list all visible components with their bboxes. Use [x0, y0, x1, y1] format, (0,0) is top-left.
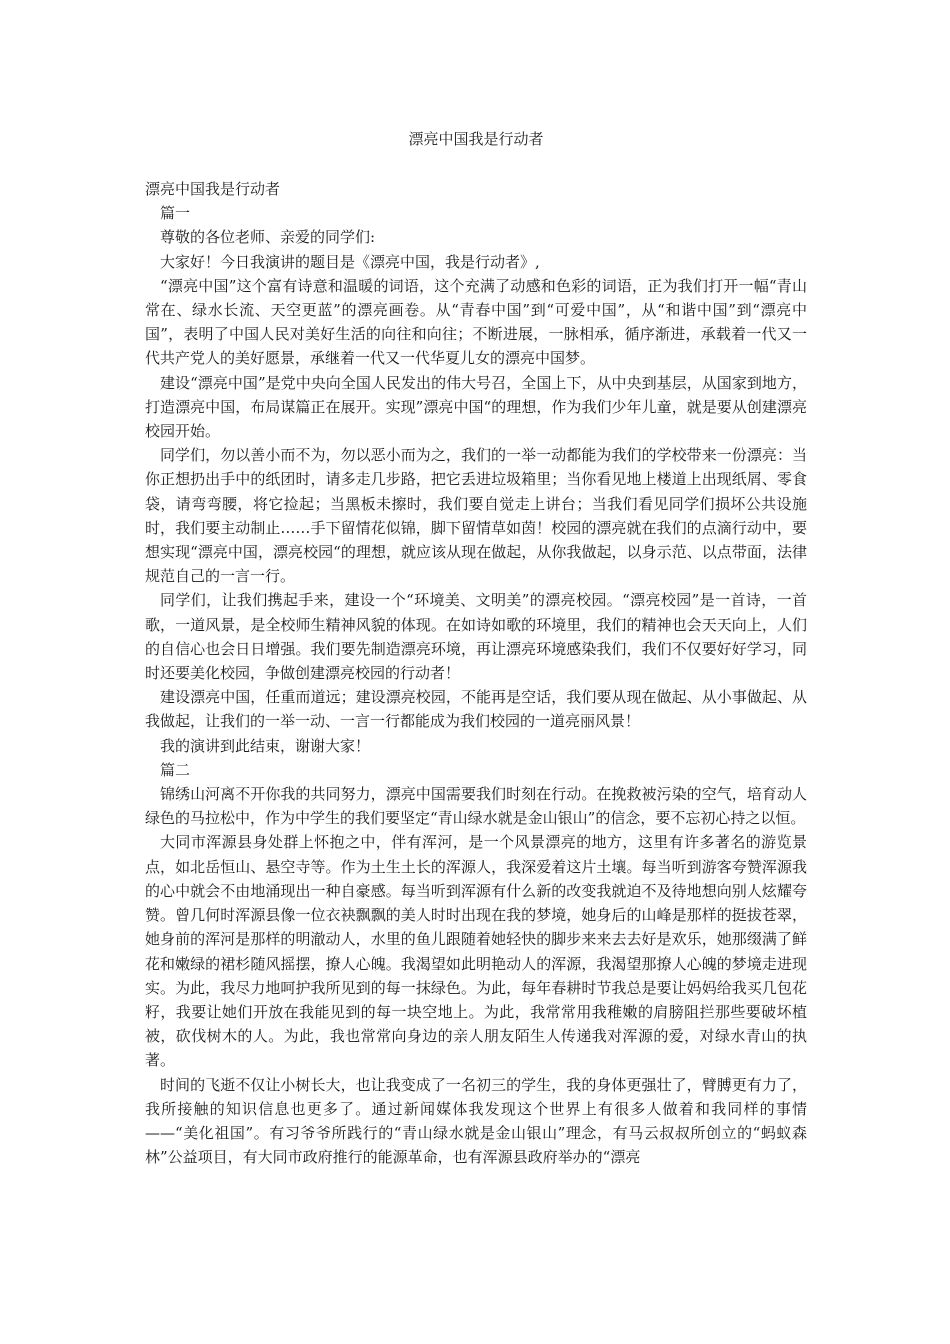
paragraph: “漂亮中国”这个富有诗意和温暖的词语，这个充满了动感和色彩的词语，正为我们打开一幅“青山常在、绿水长流、天空更蓝”的漂亮画卷。从“青春中国”到“可爱中国”，从“和谐中国”到“漂亮中国”，表明了中国人民对美好生活的向往和向往；不断进展，一脉相承，循序渐进，承载着一代又一代共产党人的美好愿景，承继着一代又一代华夏儿女的漂亮中国梦。 [145, 276, 807, 368]
paragraph: 我的演讲到此结束，谢谢大家！ [160, 736, 371, 755]
document-body [145, 127, 807, 1169]
paragraph: 大同市浑源县身处群上怀抱之中，伴有浑河，是一个风景漂亮的地方，这里有许多著名的游览景点，如北岳恒山、悬空寺等。作为土生土长的浑源人，我深爱着这片土壤。每当听到游客夸赞浑源我的心中就会不由地涌现出一种自豪感。每当听到浑源有什么新的改变我就迫不及待地想向别人炫耀夸赞。曾几何时浑源县像一位衣袂飘飘的美人时时出现在我的梦境，她身后的山峰是那样的挺拔苍翠，她身前的浑河是那样的明澈动人，水里的鱼儿跟随着她轻快的脚步来来去去好是欢乐，她那缀满了鲜花和嫩绿的裙杉随风摇摆，撩人心魄。我渴望如此明艳动人的浑源，我渴望那撩人心魄的梦境走进现实。为此，我尽力地呵护我所见到的每一抹绿色。为此，每年春耕时节我总是要让妈妈给我买几包花籽，我要让她们开放在我能见到的每一块空地上。为此，我常常用我稚嫩的肩膀阻拦那些要破坏植被，砍伐树木的人。为此，我也常常向身边的亲人朋友陌生人传递我对浑源的爱，对绿水青山的执著。 [145, 833, 807, 1070]
paragraph: 时间的飞逝不仅让小树长大，也让我变成了一名初三的学生，我的身体更强壮了，臂膊更有力了，我所接触的知识信息也更多了。通过新闻媒体我发现这个世界上有很多人做着和我同样的事情——“美化祖国”。有习爷爷所践行的“青山绿水就是金山银山”理念，有马云叔叔所创立的“蚂蚁森林”公益项目，有大同市政府推行的能源革命，也有浑源县政府举办的“漂亮 [145, 1075, 807, 1167]
paragraph: 篇二 [160, 760, 191, 779]
paragraph: 建设“漂亮中国”是党中央向全国人民发出的伟大号召，全国上下，从中央到基层，从国家到地方，打造漂亮中国，布局谋篇正在展开。实现”漂亮中国“的理想，作为我们少年儿童，就是要从创建漂亮校园开始。 [145, 373, 807, 441]
paragraph: 篇一 [160, 204, 191, 223]
paragraph: 同学们，勿以善小而不为，勿以恶小而为之，我们的一举一动都能为我们的学校带来一份漂亮：当你正想扔出手中的纸团时，请多走几步路，把它丢进垃圾箱里；当你看见地上楼道上出现纸屑、零食袋，请弯弯腰，将它捡起；当黑板未擦时，我们要自觉走上讲台；当我们看见同学们损坏公共设施时，我们要主动制止……手下留情花似锦，脚下留情草如茵！校园的漂亮就在我们的点滴行动中，要想实现“漂亮中国，漂亮校园“的理想，就应该从现在做起，从你我做起，以身示范、以点带面，法律规范自己的一言一行。 [145, 446, 807, 586]
document-title: 漂亮中国我是行动者 [408, 130, 544, 148]
paragraph: 同学们，让我们携起手来，建设一个“环境美、文明美”的漂亮校园。“漂亮校园”是一首诗，一首歌，一道风景，是全校师生精神风貌的体现。在如诗如歌的环境里，我们的精神也会天天向上，人们的自信心也会日日增强。我们要先制造漂亮环境，再让漂亮环境感染我们，我们不仅要好好学习，同时还要美化校园，争做创建漂亮校园的行动者！ [145, 591, 807, 683]
paragraph: 大家好！今日我演讲的题目是《漂亮中国，我是行动者》, [160, 252, 540, 271]
paragraph: 建设漂亮中国，任重而道远；建设漂亮校园，不能再是空话，我们要从现在做起、从小事做起、从我做起，让我们的一举一动、一言一行都能成为我们校园的一道亮丽风景！ [145, 688, 807, 731]
paragraph: 尊敬的各位老师、亲爱的同学们: [160, 228, 376, 247]
paragraph: 漂亮中国我是行动者 [145, 180, 281, 198]
paragraph: 锦绣山河离不开你我的共同努力，漂亮中国需要我们时刻在行动。在挽救被污染的空气，培育动人绿色的马拉松中，作为中学生的我们要坚定“青山绿水就是金山银山”的信念，要不忘初心持之以恒。 [145, 785, 807, 828]
paragraph-list [145, 177, 807, 1169]
